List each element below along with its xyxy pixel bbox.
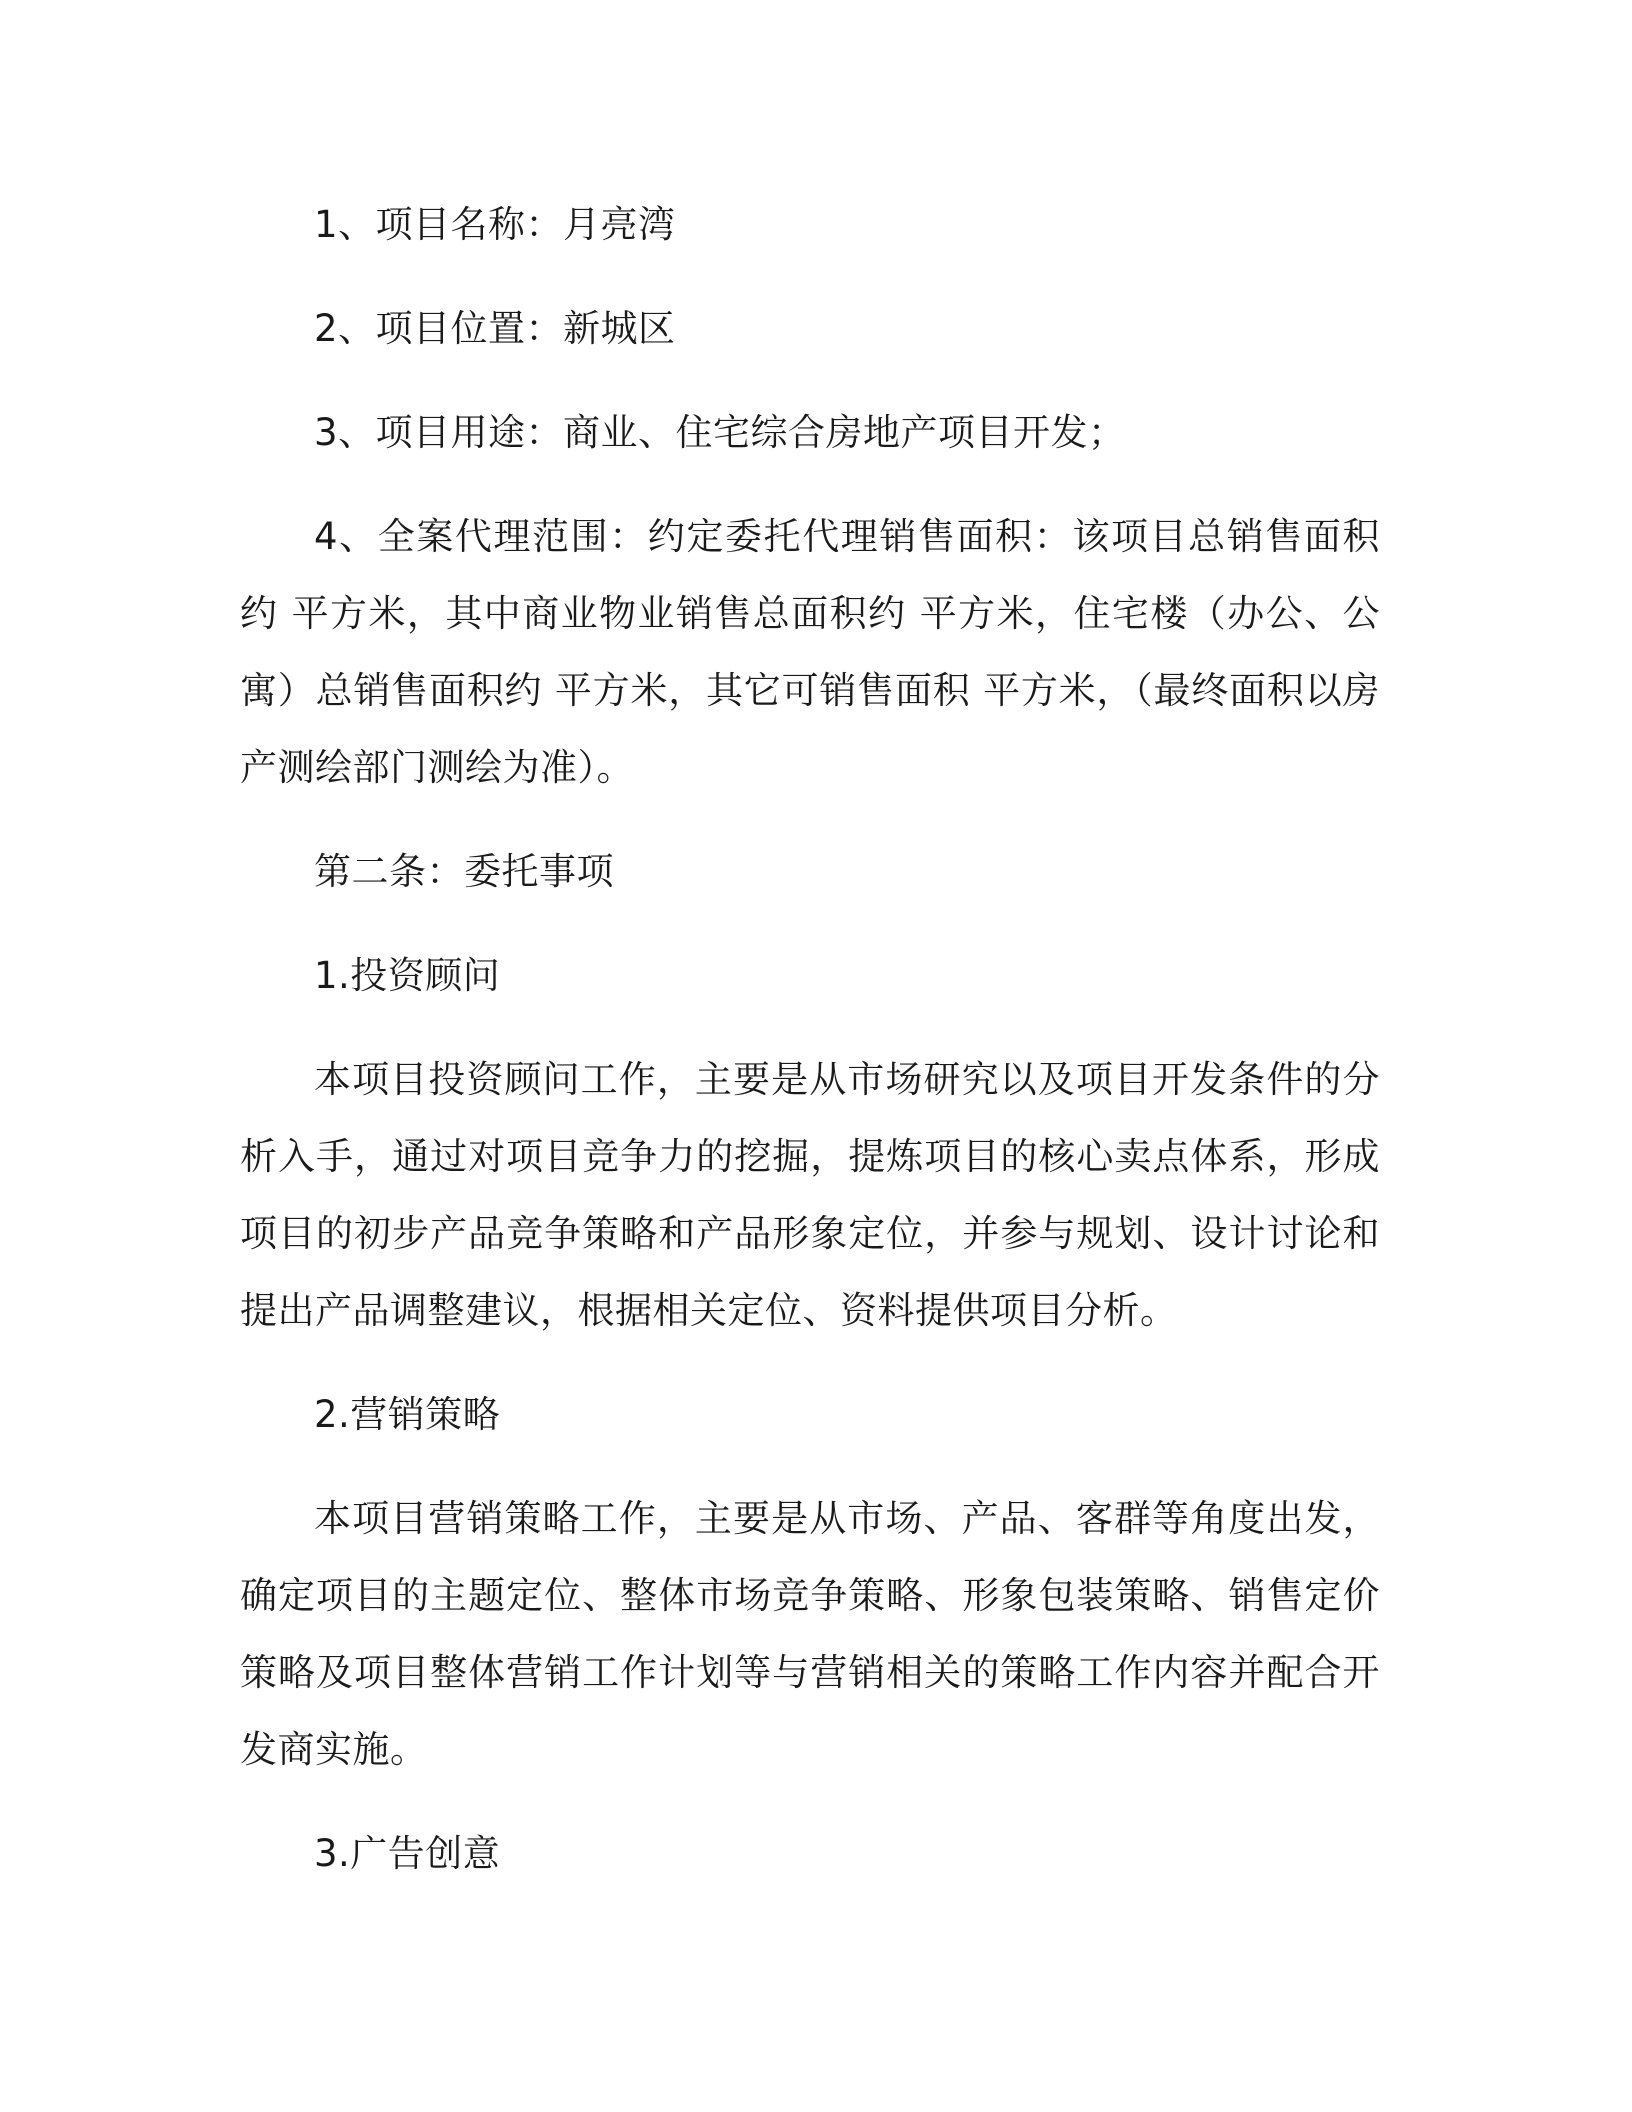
section-heading-article-2: 第二条：委托事项 [314, 850, 614, 893]
item-project-usage: 3、项目用途：商业、住宅综合房地产项目开发； [314, 411, 1126, 454]
paragraph-investment-consulting: 本项目投资顾问工作，主要是从市场研究以及项目开发条件的分析入手，通过对项目竞争力的挖掘，提炼项目的核心卖点体系，形成项目的初步产品竞争策略和产品形象定位，并参与规划、设计讨论和提出产品调整建议，根据相关定位、资料提供项目分析。 [240, 1058, 1380, 1332]
subheading-investment-consulting: 1.投资顾问 [314, 954, 501, 997]
item-project-name: 1、项目名称：月亮湾 [314, 203, 676, 246]
subheading-ad-creative: 3.广告创意 [314, 1832, 501, 1875]
document-body [240, 186, 1380, 1919]
subheading-marketing-strategy: 2.营销策略 [314, 1393, 501, 1436]
paragraph-marketing-strategy: 本项目营销策略工作，主要是从市场、产品、客群等角度出发，确定项目的主题定位、整体市场竞争策略、形象包装策略、销售定价策略及项目整体营销工作计划等与营销相关的策略工作内容并配合开发商实施。 [240, 1497, 1380, 1771]
item-agency-scope: 4、全案代理范围：约定委托代理销售面积：该项目总销售面积约 平方米，其中商业物业销售总面积约 平方米，住宅楼（办公、公寓）总销售面积约 平方米，其它可销售面积 平方米，（最终面积以房产测绘部门测绘为准）。 [240, 515, 1380, 789]
item-project-location: 2、项目位置：新城区 [314, 307, 676, 350]
